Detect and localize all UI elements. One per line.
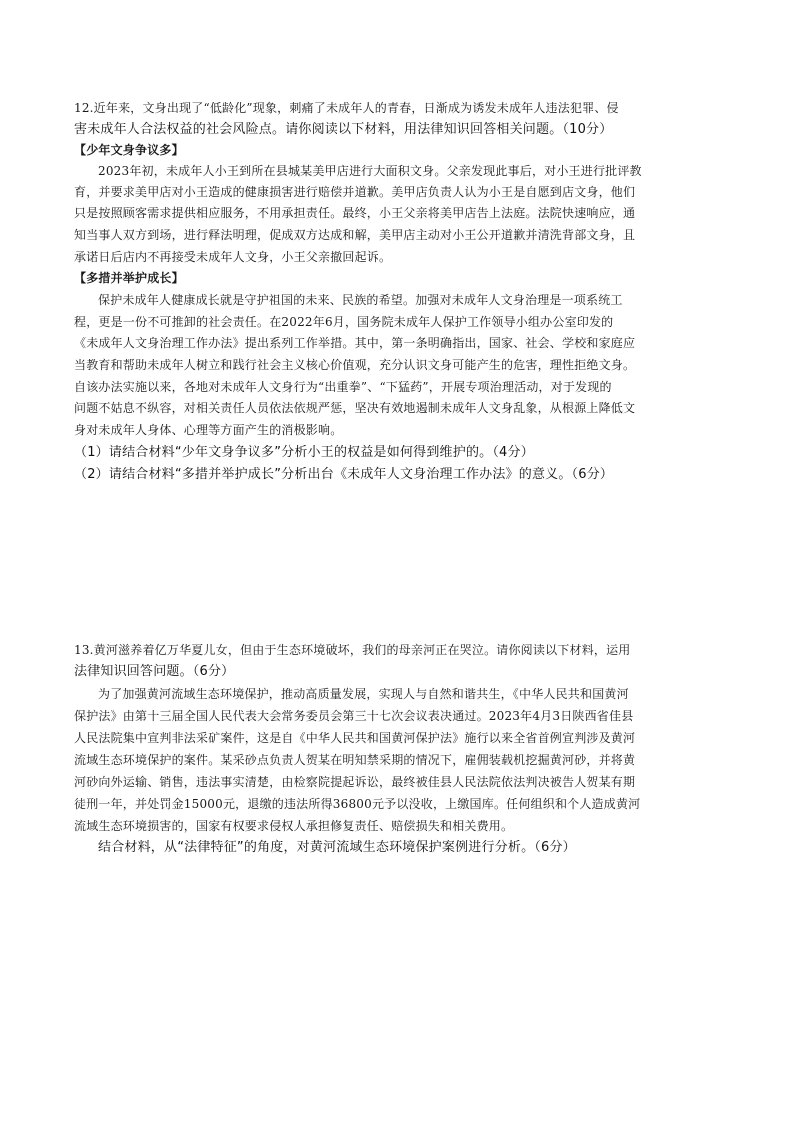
q12-intro-line-1: 12.近年来，文身出现了“低龄化”现象，刺痛了未成年人的青春，日渐成为诱发未成年人违法犯罪、侵 bbox=[74, 101, 619, 115]
q12-intro-line-2: 害未成年人合法权益的社会风险点。请你阅读以下材料，用法律知识回答相关问题。（10分） bbox=[74, 122, 613, 137]
q12-material-1-line: 2023年初，未成年人小王到所在县城某美甲店进行大面积文身。父亲发现此事后，对小王进行批评教 bbox=[98, 164, 642, 178]
q12-material-2-line: 问题不姑息不纵容，对相关责任人员依法依规严惩，坚决有效地遏制未成年人文身乱象，从根源上降低文 bbox=[74, 401, 636, 415]
q12-material-1-line: 育，并要求美甲店对小王造成的健康损害进行赔偿并道歉。美甲店负责人认为小王是自愿到店文身，他们 bbox=[74, 185, 636, 199]
q12-material-1-line: 承诺日后店内不再接受未成年人文身，小王父亲撤回起诉。 bbox=[74, 250, 392, 264]
q12-material-2-line: 《未成年人文身治理工作办法》提出系列工作举措。其中，第一条明确指出，国家、社会、学校和家庭应 bbox=[74, 336, 636, 350]
q13-material-line: 河砂向外运输、销售，违法事实清楚，由检察院提起诉讼，最终被佳县人民法院依法判决被告人贺某有期 bbox=[74, 775, 636, 789]
q13-material-line: 流域生态环境保护的案件。某采砂点负责人贺某在明知禁采期的情况下，雇佣装载机挖掘黄河砂，并将黄 bbox=[74, 753, 636, 767]
q13-material-line: 流域生态环境损害的，国家有权要求侵权人承担修复责任、赔偿损失和相关费用。 bbox=[74, 819, 514, 833]
q12-material-2-line: 自该办法实施以来，各地对未成年人文身行为“出重拳”、“下猛药”，开展专项治理活动，对于发现的 bbox=[74, 380, 612, 394]
q12-subquestion-1: （1）请结合材料“少年文身争议多”分析小王的权益是如何得到维护的。（4分） bbox=[74, 445, 534, 460]
q12-subquestion-2: （2）请结合材料“多措并举护成长”分析出台《未成年人文身治理工作办法》的意义。（6分） bbox=[74, 467, 614, 482]
q13-material-line: 人民法院集中宣判非法采矿案件，这是自《中华人民共和国黄河保护法》施行以来全省首例宣判涉及黄河 bbox=[74, 731, 636, 745]
q12-material-heading-1: 【少年文身争议多】 bbox=[74, 143, 184, 157]
q12-material-heading-2: 【多措并举护成长】 bbox=[74, 271, 184, 285]
q13-intro-line-2: 法律知识回答问题。（6分） bbox=[74, 664, 235, 679]
q12-material-1-line: 只是按照顾客需求提供相应服务，不用承担责任。最终，小王父亲将美甲店告上法庭。法院快速响应，通 bbox=[74, 206, 636, 220]
q12-material-2-line: 当教育和帮助未成年人树立和践行社会主义核心价值观，充分认识文身可能产生的危害，理性拒绝文身。 bbox=[74, 358, 636, 372]
q13-material-line: 徒刑一年，并处罚金15000元，退缴的违法所得36800元予以没收，上缴国库。任何组织和个人造成黄河 bbox=[74, 797, 641, 811]
q12-material-1-line: 知当事人双方到场，进行释法明理，促成双方达成和解，美甲店主动对小王公开道歉并清洗背部文身，且 bbox=[74, 228, 636, 242]
q13-material-line: 保护法》由第十三届全国人民代表大会常务委员会第三十七次会议表决通过。2023年4月3日陕西省佳县 bbox=[74, 709, 634, 723]
q13-question: 结合材料，从“法律特征”的角度，对黄河流域生态环境保护案例进行分析。（6分） bbox=[98, 840, 576, 855]
q13-intro-line-1: 13.黄河滋养着亿万华夏儿女，但由于生态环境破坏，我们的母亲河正在哭泣。请你阅读以下材料，运用 bbox=[74, 643, 631, 657]
q13-material-line: 为了加强黄河流域生态环境保护，推动高质量发展，实现人与自然和谐共生，《中华人民共和国黄河 bbox=[98, 687, 629, 701]
q12-material-2-line: 程，更是一份不可推卸的社会责任。在2022年6月，国务院未成年人保护工作领导小组办公室印发的 bbox=[74, 315, 614, 329]
q12-material-2-line: 身对未成年人身体、心理等方面产生的消极影响。 bbox=[74, 423, 343, 437]
q12-material-2-line: 保护未成年人健康成长就是守护祖国的未来、民族的希望。加强对未成年人文身治理是一项系统工 bbox=[98, 293, 623, 307]
